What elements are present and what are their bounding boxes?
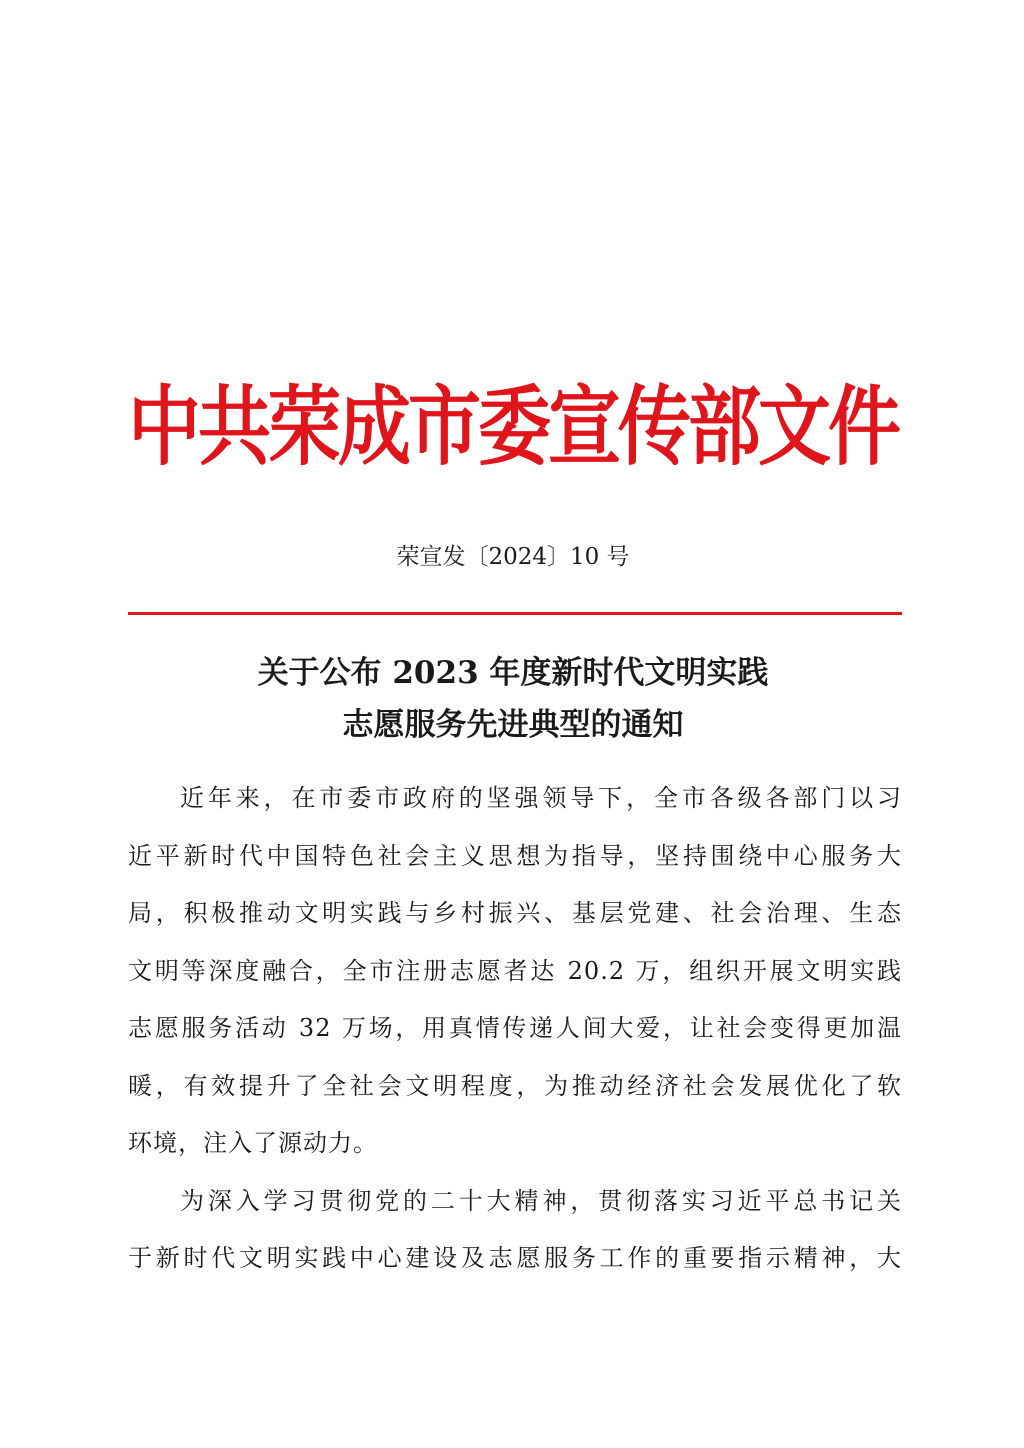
- document-number: 荣宣发〔2024〕10 号: [396, 544, 630, 570]
- body-line: 局，积极推动文明实践与乡村振兴、基层党建、社会治理、生态: [128, 899, 902, 927]
- masthead-title: 中共荣成市委宣传部文件: [128, 377, 898, 478]
- document-title: [128, 647, 898, 751]
- red-divider-line: [128, 612, 902, 615]
- body-line: 文明等深度融合，全市注册志愿者达 20.2 万，组织开展文明实践: [128, 956, 902, 985]
- title-line-1: 关于公布 2023 年度新时代文明实践: [257, 655, 769, 691]
- body-text: [128, 770, 902, 1288]
- body-line: 于新时代文明实践中心建设及志愿服务工作的重要指示精神，大: [128, 1244, 902, 1272]
- body-line: 暖，有效提升了全社会文明程度，为推动经济社会发展优化了软: [128, 1071, 902, 1100]
- body-line: 近年来，在市委市政府的坚强领导下，全市各级各部门以习: [180, 784, 902, 812]
- title-line-2: 志愿服务先进典型的通知: [342, 707, 684, 743]
- body-line: 近平新时代中国特色社会主义思想为指导，坚持围绕中心服务大: [128, 841, 902, 870]
- body-line: 志愿服务活动 32 万场，用真情传递人间大爱，让社会变得更加温: [128, 1014, 902, 1042]
- body-line: 环境，注入了源动力。: [128, 1129, 378, 1157]
- body-line: 为深入学习贯彻党的二十大精神，贯彻落实习近平总书记关: [180, 1186, 902, 1215]
